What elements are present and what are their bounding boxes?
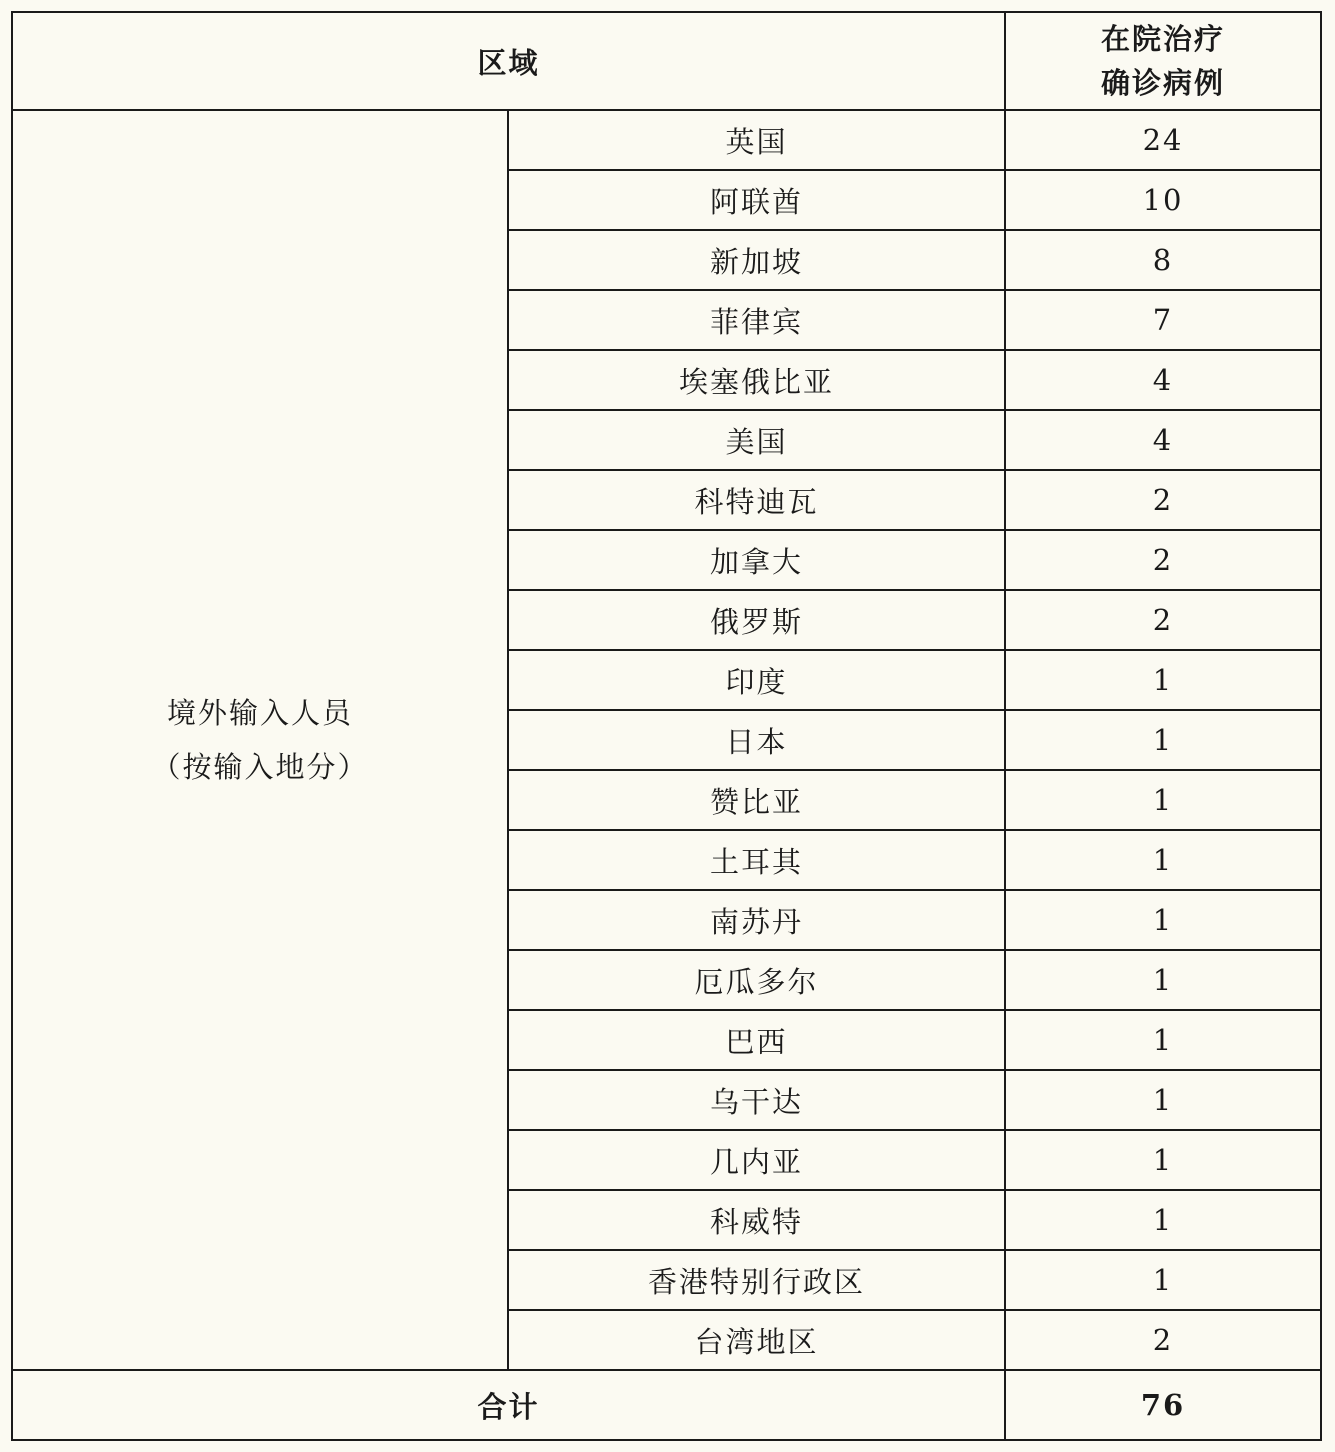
count-cell: 1 (1005, 1190, 1321, 1250)
group-label-line1: 境外输入人员 (166, 696, 353, 730)
count-cell: 2 (1005, 590, 1321, 650)
region-cell: 印度 (508, 650, 1005, 710)
count-cell: 1 (1005, 1130, 1321, 1190)
count-cell: 1 (1005, 710, 1321, 770)
region-cell: 日本 (508, 710, 1005, 770)
region-cell: 俄罗斯 (508, 590, 1005, 650)
count-cell: 4 (1005, 350, 1321, 410)
total-label: 合计 (12, 1370, 1005, 1440)
region-cell: 英国 (508, 110, 1005, 170)
table-row (12, 110, 1321, 170)
region-cell: 巴西 (508, 1010, 1005, 1070)
region-cell: 台湾地区 (508, 1310, 1005, 1370)
region-cell: 埃塞俄比亚 (508, 350, 1005, 410)
count-cell: 1 (1005, 830, 1321, 890)
group-label-line2: （按输入地分） (151, 750, 369, 784)
count-cell: 2 (1005, 530, 1321, 590)
cases-header-line2: 确诊病例 (1101, 66, 1226, 100)
count-cell: 2 (1005, 470, 1321, 530)
region-cell: 科特迪瓦 (508, 470, 1005, 530)
cases-header-line1: 在院治疗 (1101, 22, 1226, 56)
region-cell: 香港特别行政区 (508, 1250, 1005, 1310)
table-header-row (12, 12, 1321, 110)
total-row (12, 1370, 1321, 1440)
imported-cases-table (11, 11, 1322, 1441)
count-cell: 1 (1005, 890, 1321, 950)
count-cell: 24 (1005, 110, 1321, 170)
count-cell: 8 (1005, 230, 1321, 290)
region-cell: 加拿大 (508, 530, 1005, 590)
count-cell: 7 (1005, 290, 1321, 350)
count-cell: 2 (1005, 1310, 1321, 1370)
count-cell: 1 (1005, 1070, 1321, 1130)
cases-header (1005, 12, 1321, 110)
count-cell: 10 (1005, 170, 1321, 230)
region-cell: 乌干达 (508, 1070, 1005, 1130)
region-cell: 科威特 (508, 1190, 1005, 1250)
region-cell: 赞比亚 (508, 770, 1005, 830)
region-cell: 几内亚 (508, 1130, 1005, 1190)
region-cell: 美国 (508, 410, 1005, 470)
count-cell: 4 (1005, 410, 1321, 470)
group-label-cell (12, 110, 508, 1370)
region-cell: 菲律宾 (508, 290, 1005, 350)
count-cell: 1 (1005, 1010, 1321, 1070)
count-cell: 1 (1005, 1250, 1321, 1310)
region-cell: 新加坡 (508, 230, 1005, 290)
count-cell: 1 (1005, 650, 1321, 710)
region-cell: 土耳其 (508, 830, 1005, 890)
total-count: 76 (1005, 1370, 1321, 1440)
region-cell: 阿联酋 (508, 170, 1005, 230)
region-cell: 南苏丹 (508, 890, 1005, 950)
count-cell: 1 (1005, 770, 1321, 830)
count-cell: 1 (1005, 950, 1321, 1010)
region-header: 区域 (12, 12, 1005, 110)
region-cell: 厄瓜多尔 (508, 950, 1005, 1010)
